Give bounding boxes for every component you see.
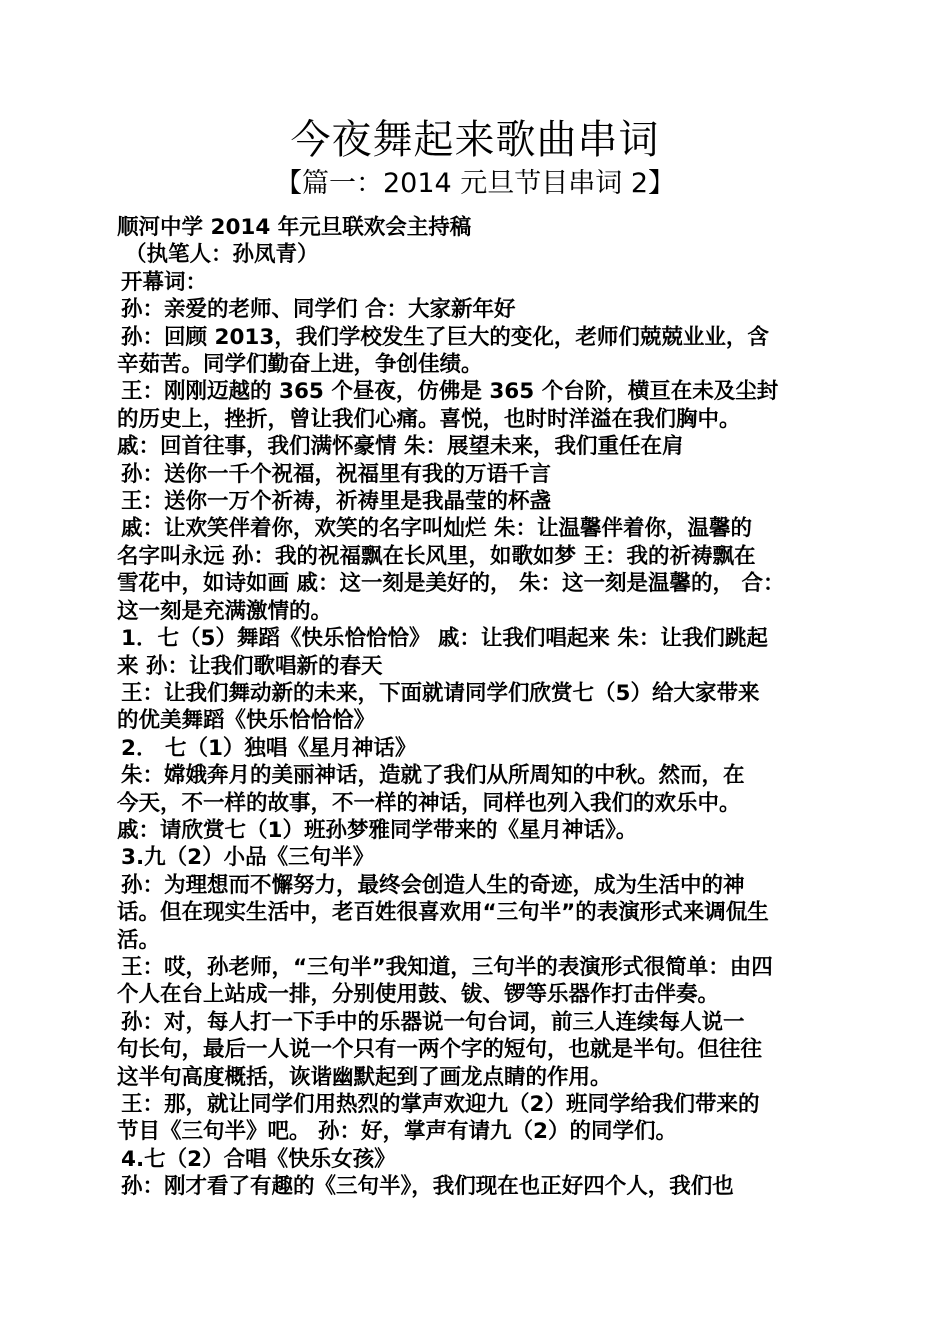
text-line: 孙：为理想而不懈努力，最终会创造人生的奇迹，成为生活中的神 (121, 872, 745, 898)
text-line: 节目《三句半》吧。 孙：好，掌声有请九（2）的同学们。 (117, 1119, 677, 1145)
text-line: 雪花中，如诗如画 戚：这一刻是美好的， 朱：这一刻是温馨的， 合： (117, 571, 785, 597)
text-line: 辛茹苦。同学们勤奋上进，争创佳绩。 (117, 352, 483, 378)
document-title: 今夜舞起来歌曲串词 (290, 117, 660, 163)
text-line: 这半句高度概括，诙谐幽默起到了画龙点睛的作用。 (117, 1064, 612, 1090)
text-line: 个人在台上站成一排，分别使用鼓、钹、锣等乐器作打击伴奏。 (117, 982, 720, 1008)
text-line: 顺河中学 2014 年元旦联欢会主持稿 (117, 215, 472, 240)
text-line: 句长句，最后一人说一个只有一两个字的短句，也就是半句。但往往 (117, 1037, 763, 1063)
text-line: 开幕词： (121, 269, 208, 295)
text-line: 3.九（2）小品《三句半》 (121, 845, 375, 871)
text-line: 的优美舞蹈《快乐恰恰恰》 (117, 708, 376, 734)
text-line: 孙：送你一千个祝福，祝福里有我的万语千言 (121, 461, 552, 487)
text-line: 1．七（5）舞蹈《快乐恰恰恰》 戚：让我们唱起来 朱：让我们跳起 (121, 626, 768, 652)
text-line: 活。 (117, 927, 161, 953)
document-subtitle: 【篇一：2014 元旦节目串词 2】 (274, 168, 676, 199)
text-line: 王：刚刚迈越的 365 个昼夜，仿佛是 365 个台阶，横亘在未及尘封 (121, 379, 779, 405)
text-line: 4.七（2）合唱《快乐女孩》 (121, 1146, 396, 1172)
text-line: 戚：回首往事，我们满怀豪情 朱：展望未来，我们重任在肩 (117, 434, 684, 460)
script-body (117, 214, 847, 1201)
text-line: （执笔人：孙凤青） (125, 242, 319, 268)
text-line: 戚：让欢笑伴着你，欢笑的名字叫灿烂 朱：让温馨伴着你，温馨的 (121, 516, 752, 542)
text-line: 戚：请欣赏七（1）班孙梦雅同学带来的《星月神话》。 (117, 817, 638, 843)
text-line: 名字叫永远 孙：我的祝福飘在长风里，如歌如梦 王：我的祈祷飘在 (117, 543, 756, 569)
text-line: 来 孙：让我们歌唱新的春天 (117, 653, 383, 679)
text-line: 的历史上，挫折，曾让我们心痛。喜悦，也时时洋溢在我们胸中。 (117, 406, 741, 432)
text-line: 孙：亲爱的老师、同学们 合：大家新年好 (121, 297, 516, 323)
text-line: 话。但在现实生活中，老百姓很喜欢用“三句半”的表演形式来调侃生 (117, 900, 769, 926)
text-line: 王：那，就让同学们用热烈的掌声欢迎九（2）班同学给我们带来的 (121, 1092, 760, 1117)
text-line: 王：送你一万个祈祷，祈祷里是我晶莹的杯盏 (121, 489, 552, 515)
text-line: 孙：对，每人打一下手中的乐器说一句台词，前三人连续每人说一 (121, 1009, 745, 1035)
text-line: 孙：回顾 2013，我们学校发生了巨大的变化，老师们兢兢业业，含 (121, 324, 769, 350)
text-line: 今天，不一样的故事，不一样的神话，同样也列入我们的欢乐中。 (117, 790, 741, 816)
text-line: 王：哎，孙老师，“三句半”我知道，三句半的表演形式很简单：由四 (121, 954, 773, 980)
text-line: 2． 七（1）独唱《星月神话》 (121, 735, 417, 761)
text-line: 朱：嫦娥奔月的美丽神话，造就了我们从所周知的中秋。然而，在 (121, 763, 745, 789)
text-line: 王：让我们舞动新的未来，下面就请同学们欣赏七（5）给大家带来 (121, 680, 760, 706)
text-line: 孙：刚才看了有趣的《三句半》，我们现在也正好四个人，我们也 (121, 1174, 734, 1200)
text-line: 这一刻是充满激情的。 (117, 598, 333, 624)
